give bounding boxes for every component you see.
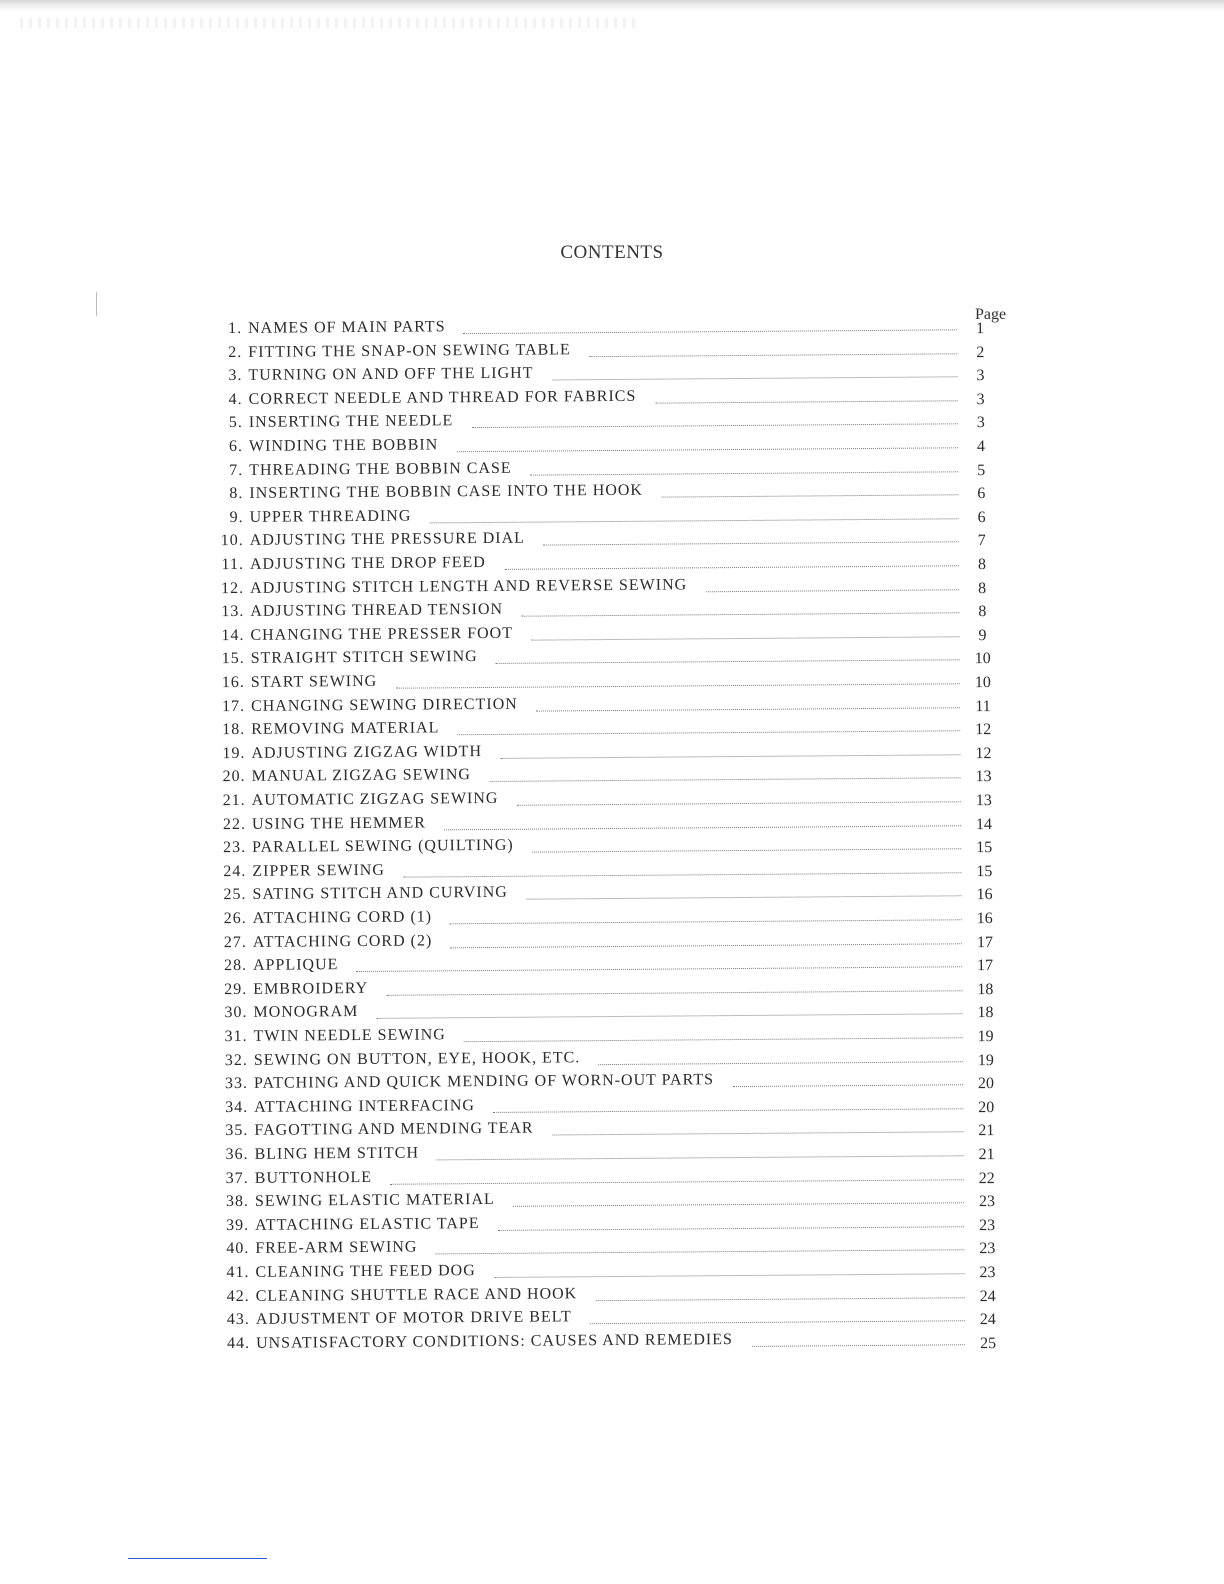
toc-entry-number: 37. [225, 1169, 249, 1187]
toc-leader-dots [498, 1226, 964, 1231]
toc-entry-title: EMBROIDERY [253, 979, 369, 998]
toc-entry-page: 3 [976, 390, 985, 408]
toc-entry-title: SEWING ON BUTTON, EYE, HOOK, ETC. [253, 1048, 581, 1069]
toc-entry-page: 16 [976, 910, 993, 928]
toc-entry-title: APPLIQUE [253, 956, 339, 975]
toc-entry [208, 1329, 1003, 1357]
toc-entry-number: 16. [221, 673, 245, 692]
toc-entry-page: 7 [977, 532, 986, 550]
toc-entry-number: 27. [223, 933, 247, 951]
toc-entry-page: 21 [978, 1122, 995, 1140]
toc-entry-page: 5 [977, 461, 986, 479]
toc-entry-page: 16 [976, 886, 993, 904]
toc-entry-title: ADJUSTING THE PRESSURE DIAL [249, 530, 525, 550]
toc-entry-number: 1. [228, 319, 243, 338]
toc-leader-dots [390, 1179, 964, 1185]
toc-entry-title: PARALLEL SEWING (QUILTING) [252, 836, 514, 857]
toc-entry-title: THREADING THE BOBBIN CASE [249, 459, 512, 479]
toc-entry-number: 35. [225, 1122, 249, 1140]
toc-entry-number: 36. [225, 1145, 249, 1164]
toc-entry-page: 19 [977, 1051, 994, 1069]
toc-entry-title: CHANGING THE PRESSER FOOT [250, 624, 514, 644]
toc-entry-number: 19. [222, 744, 246, 762]
toc-entry-number: 11. [221, 555, 244, 574]
page-column-header: Page [975, 306, 1007, 323]
toc-leader-dots [450, 919, 962, 924]
toc-entry-number: 26. [223, 909, 247, 928]
toc-entry-title: START SEWING [250, 672, 378, 691]
toc-leader-dots [490, 778, 961, 783]
toc-entry-page: 6 [977, 485, 986, 503]
scan-noise [20, 18, 640, 28]
toc-entry-number: 6. [228, 437, 244, 456]
toc-entry-page: 8 [978, 579, 987, 597]
toc-leader-dots [386, 990, 962, 996]
toc-entry-title: ADJUSTING ZIGZAG WIDTH [251, 742, 483, 762]
toc-entry-page: 8 [977, 556, 987, 574]
toc-entry-number: 32. [224, 1051, 248, 1069]
toc-entry-title: AUTOMATIC ZIGZAG SEWING [251, 789, 499, 809]
toc-entry-number: 15. [221, 650, 245, 668]
toc-leader-dots [403, 872, 961, 877]
toc-entry-page: 3 [976, 367, 985, 385]
toc-entry-title: USING THE HEMMER [251, 814, 426, 833]
toc-entry-page: 15 [976, 862, 993, 880]
toc-leader-dots [662, 494, 959, 497]
toc-leader-dots [516, 801, 960, 805]
toc-entry-number: 24. [223, 862, 247, 880]
toc-entry-page: 15 [976, 839, 993, 857]
toc-leader-dots [396, 683, 960, 688]
toc-entry-page: 11 [975, 697, 991, 715]
toc-entry-page: 22 [978, 1169, 995, 1187]
toc-entry-title: ZIPPER SEWING [252, 861, 385, 880]
toc-entry-page: 18 [977, 980, 994, 998]
toc-entry-number: 4. [228, 390, 243, 408]
toc-entry-title: NAMES OF MAIN PARTS [247, 318, 446, 337]
toc-entry-number: 25. [223, 886, 247, 904]
toc-leader-dots [464, 329, 957, 334]
toc-entry-number: 31. [224, 1027, 248, 1046]
toc-entry-number: 5. [228, 414, 243, 432]
toc-leader-dots [553, 376, 958, 380]
toc-entry-page: 2 [976, 343, 985, 361]
toc-entry-page: 10 [974, 674, 991, 692]
toc-entry-page: 12 [975, 744, 992, 762]
toc-entry-number: 9. [229, 508, 244, 526]
toc-entry-title: ATTACHING CORD (1) [252, 908, 433, 927]
toc-entry-page: 20 [978, 1098, 995, 1116]
toc-leader-dots [656, 400, 958, 403]
toc-entry-title: ADJUSTING STITCH LENGTH AND REVERSE SEWING [250, 576, 688, 597]
toc-entry-title: ATTACHING CORD (2) [252, 932, 433, 951]
toc-entry-number: 18. [222, 721, 246, 739]
toc-entry-number: 8. [229, 485, 244, 503]
toc-leader-dots [596, 1297, 965, 1301]
toc-leader-dots [430, 518, 959, 523]
toc-entry-page: 19 [977, 1028, 994, 1046]
toc-leader-dots [522, 612, 960, 616]
toc-entry-page: 23 [979, 1264, 996, 1282]
toc-leader-dots [505, 565, 959, 570]
toc-entry-number: 34. [225, 1098, 249, 1116]
toc-entry-page: 23 [979, 1240, 996, 1258]
toc-leader-dots [752, 1344, 965, 1347]
toc-entry-page: 4 [976, 438, 986, 456]
toc-entry-number: 42. [226, 1287, 250, 1305]
toc-entry-title: WINDING THE BOBBIN [248, 436, 439, 455]
toc-entry-title: ATTACHING INTERFACING [254, 1096, 475, 1116]
toc-leader-dots [494, 1273, 964, 1278]
toc-entry-number: 23. [223, 839, 247, 857]
toc-entry-page: 23 [979, 1216, 996, 1234]
toc-entry-title: ADJUSTMENT OF MOTOR DRIVE BELT [255, 1308, 572, 1329]
toc-leader-dots [500, 754, 960, 759]
toc-entry-number: 17. [221, 697, 246, 715]
toc-entry-title: SEWING ELASTIC MATERIAL [254, 1191, 495, 1211]
toc-entry-page: 17 [976, 933, 993, 951]
toc-leader-dots [457, 447, 958, 452]
toc-leader-dots [706, 589, 959, 592]
toc-entry-title: TWIN NEEDLE SEWING [253, 1026, 446, 1045]
toc-leader-dots [543, 542, 959, 546]
toc-entry-number: 20. [222, 768, 246, 786]
toc-entry-number: 14. [221, 626, 245, 644]
toc-entry-title: ADJUSTING THREAD TENSION [250, 601, 504, 621]
toc-entry-number: 28. [224, 957, 248, 975]
scan-margin-mark [96, 292, 97, 316]
toc-entry-number: 21. [222, 791, 246, 810]
toc-entry-title: FREE-ARM SEWING [255, 1238, 418, 1258]
toc-entry-number: 30. [224, 1004, 248, 1022]
toc-leader-dots [356, 966, 962, 972]
toc-leader-dots [536, 707, 960, 711]
toc-leader-dots [435, 1250, 964, 1255]
toc-entry-page: 13 [975, 792, 992, 810]
toc-entry-title: BLING HEM STITCH [254, 1144, 420, 1163]
toc-entry-title: STRAIGHT STITCH SEWING [250, 648, 478, 668]
toc-entry-title: FITTING THE SNAP-ON SEWING TABLE [248, 340, 571, 361]
toc-leader-dots [472, 424, 958, 429]
toc-entry-number: 41. [226, 1263, 250, 1282]
toc-entry-number: 39. [226, 1216, 250, 1234]
toc-entry-page: 24 [979, 1287, 996, 1305]
table-of-contents [0, 312, 1224, 1352]
toc-entry-page: 12 [975, 721, 992, 739]
toc-entry-title: BUTTONHOLE [254, 1168, 373, 1187]
toc-entry-page: 6 [977, 508, 986, 526]
toc-entry-title: UNSATISFACTORY CONDITIONS: CAUSES AND REMEDIES [255, 1330, 733, 1352]
toc-leader-dots [553, 1132, 964, 1136]
toc-entry-title: FAGOTTING AND MENDING TEAR [254, 1120, 534, 1140]
toc-entry-page: 17 [977, 957, 994, 975]
toc-entry-number: 43. [226, 1311, 250, 1329]
toc-entry-title: REMOVING MATERIAL [251, 719, 440, 739]
toc-leader-dots [444, 825, 961, 830]
scan-edge-shadow [0, 0, 1224, 12]
toc-entry-title: UPPER THREADING [249, 507, 412, 526]
toc-entry-number: 40. [226, 1240, 250, 1258]
toc-entry-number: 29. [224, 980, 248, 998]
toc-leader-dots [493, 1108, 963, 1113]
toc-entry-title: CHANGING SEWING DIRECTION [250, 695, 518, 715]
toc-entry-number: 33. [224, 1075, 249, 1093]
toc-leader-dots [531, 636, 959, 640]
toc-entry-page: 25 [979, 1334, 997, 1352]
toc-entry-page: 21 [978, 1146, 995, 1164]
toc-entry-title: INSERTING THE NEEDLE [248, 412, 454, 432]
toc-leader-dots [513, 1202, 964, 1207]
toc-entry-number: 13. [221, 603, 245, 621]
toc-leader-dots [437, 1155, 964, 1160]
toc-leader-dots [590, 1320, 965, 1324]
toc-entry-number: 3. [228, 367, 243, 385]
toc-entry-title: PATCHING AND QUICK MENDING OF WORN-OUT PARTS [253, 1071, 715, 1093]
toc-entry-title: MANUAL ZIGZAG SEWING [251, 766, 472, 786]
toc-entry-page: 13 [975, 768, 992, 786]
toc-entry-title: CLEANING THE FEED DOG [255, 1262, 476, 1281]
toc-entry-number: 38. [225, 1193, 249, 1211]
toc-entry-page: 10 [974, 650, 991, 668]
toc-entry-page: 18 [977, 1004, 994, 1022]
toc-leader-dots [464, 1037, 963, 1042]
toc-leader-dots [376, 1014, 962, 1020]
toc-leader-dots [496, 660, 960, 665]
toc-entry-number: 2. [228, 343, 243, 361]
toc-entry-number: 44. [226, 1334, 251, 1352]
toc-entry-page: 23 [978, 1193, 996, 1211]
toc-entry-title: ADJUSTING THE DROP FEED [249, 553, 486, 573]
toc-entry-number: 22. [222, 815, 247, 833]
toc-entry-number: 7. [229, 461, 244, 479]
toc-leader-dots [530, 471, 958, 475]
page-title: CONTENTS [560, 242, 664, 263]
toc-entry-page: 24 [979, 1311, 996, 1329]
toc-leader-dots [598, 1061, 963, 1065]
toc-entry-page: 9 [978, 626, 987, 644]
toc-entry-title: ATTACHING ELASTIC TAPE [255, 1214, 480, 1234]
toc-leader-dots [457, 730, 960, 735]
toc-entry-title: SATING STITCH AND CURVING [252, 884, 508, 904]
footnote-rule [128, 1558, 267, 1559]
toc-entry-title: TURNING ON AND OFF THE LIGHT [248, 364, 534, 385]
toc-entry-page: 8 [978, 603, 987, 621]
toc-entry-number: 12. [221, 579, 245, 597]
toc-entry-page: 20 [977, 1075, 995, 1093]
toc-leader-dots [450, 943, 962, 948]
toc-leader-dots [527, 896, 962, 900]
toc-entry-title: CORRECT NEEDLE AND THREAD FOR FABRICS [248, 387, 637, 408]
toc-entry-title: MONOGRAM [253, 1003, 359, 1022]
toc-entry-title: CLEANING SHUTTLE RACE AND HOOK [255, 1284, 578, 1305]
toc-leader-dots [532, 848, 961, 852]
toc-entry-number: 10. [220, 532, 244, 550]
toc-leader-dots [589, 353, 957, 357]
toc-entry-page: 14 [975, 815, 993, 833]
toc-leader-dots [733, 1084, 963, 1087]
toc-entry-page: 1 [976, 320, 985, 338]
toc-entry-title: INSERTING THE BOBBIN CASE INTO THE HOOK [249, 481, 644, 503]
toc-entry-page: 3 [976, 414, 985, 432]
